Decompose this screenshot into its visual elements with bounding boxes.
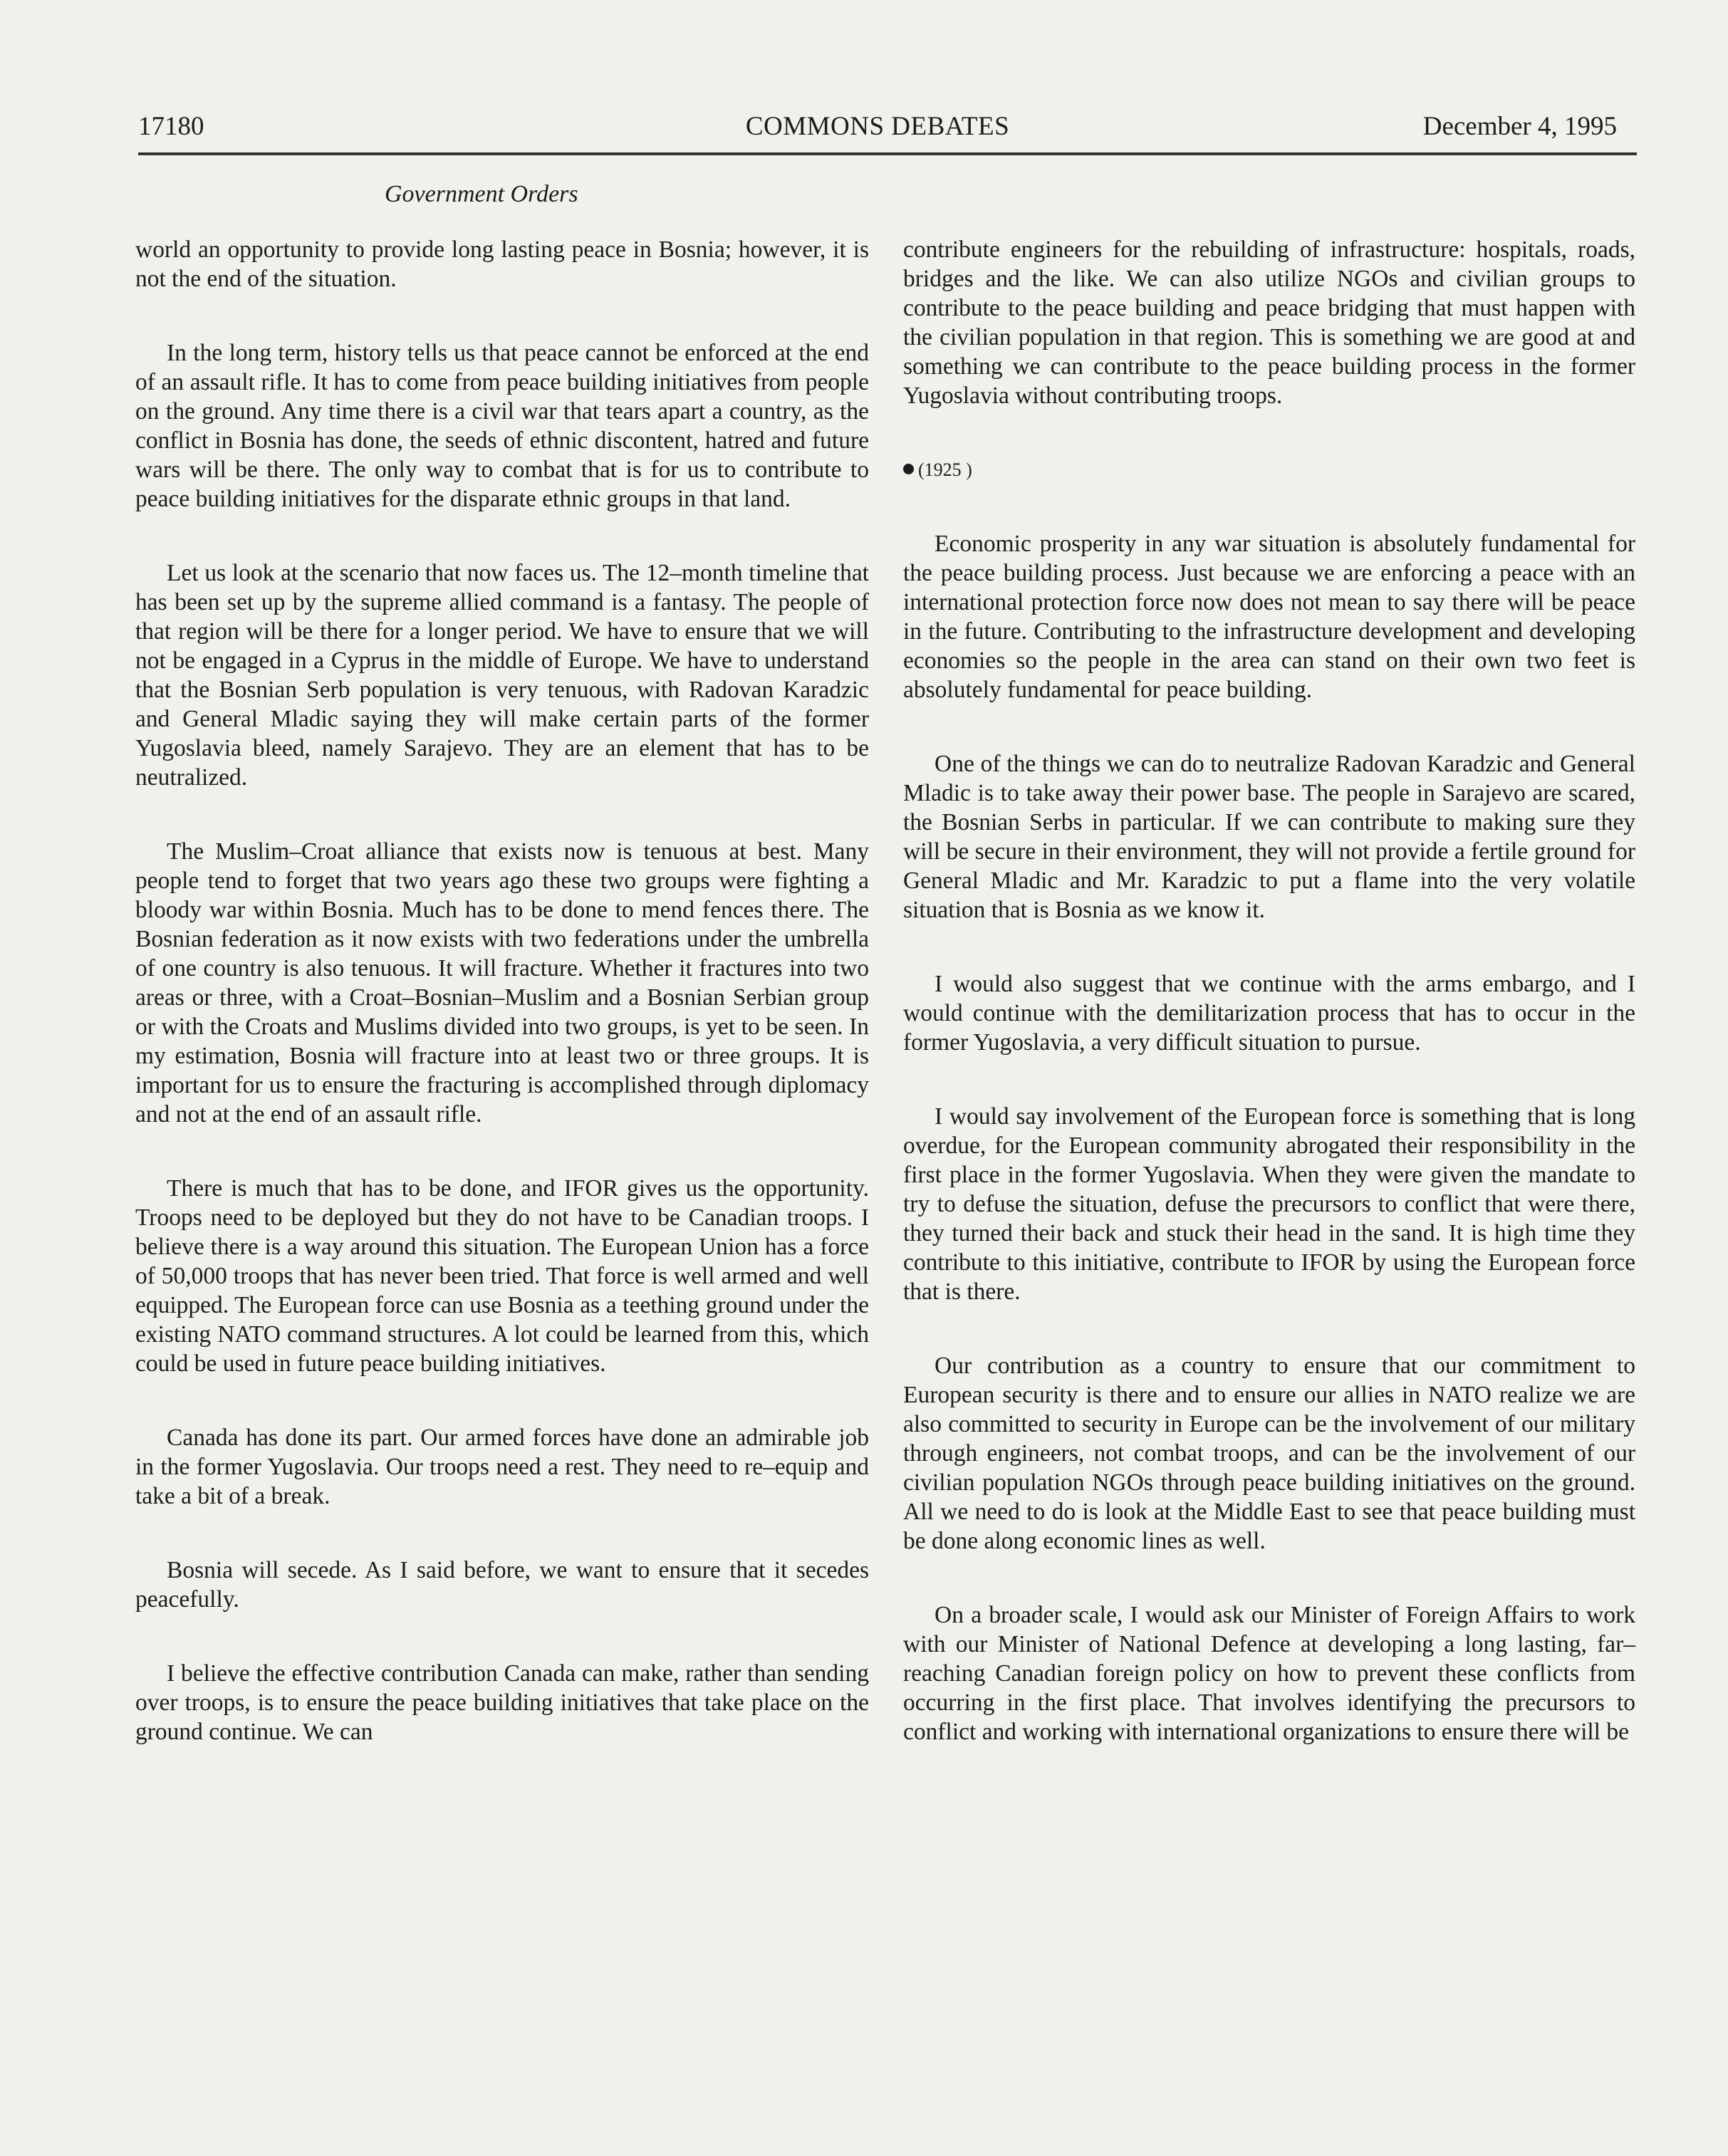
section-title: Government Orders bbox=[385, 181, 578, 207]
publication-date: December 4, 1995 bbox=[1422, 112, 1617, 141]
paragraph: Let us look at the scenario that now faces us. The 12–month timeline that has been set up by the supreme allied command is a fantasy. The people of that region will be there for a longer period. We have to ensure that we will not be engaged in a Cyprus in the middle of Europe. We have to understand that the Bosnian Serb population is very tenuous, with Radovan Karadzic and General Mladic saying they will make certain parts of the former Yugoslavia bleed, namely Sarajevo. They are an element that has to be neutralized. bbox=[135, 560, 869, 791]
paragraph: world an opportunity to provide long lasting peace in Bosnia; however, it is not the end of the situation. bbox=[135, 236, 869, 292]
paragraph: Canada has done its part. Our armed forces have done an admirable job in the former Yugoslavia. Our troops need a rest. They need to re–equip and take a bit of a break. bbox=[135, 1425, 869, 1509]
paragraph: The Muslim–Croat alliance that exists now is tenuous at best. Many people tend to forget that two years ago these two groups were fighting a bloody war within Bosnia. Much has to be done to mend fences there. The Bosnian federation as it now exists with two federations under the umbrella of one country is also tenuous. It will fracture. Whether it fractures into two areas or three, with a Croat–Bosnian–Muslim and a Bosnian Serbian group or with the Croats and Muslims divided into two groups, is yet to be seen. In my estimation, Bosnia will fracture into at least two or three groups. It is important for us to ensure the fracturing is accomplished through diplomacy and not at the end of an assault rifle. bbox=[135, 838, 869, 1128]
bullet-icon bbox=[903, 464, 914, 474]
paragraph: One of the things we can do to neutralize Radovan Karadzic and General Mladic is to take away their power base. The people in Sarajevo are scared, the Bosnian Serbs in particular. If we can contribute to making sure they will be secure in their environment, they will not provide a fertile ground for General Mladic and Mr. Karadzic to put a flame into the very volatile situation that is Bosnia as we know it. bbox=[903, 751, 1635, 923]
page-header bbox=[138, 111, 1617, 151]
paragraph: On a broader scale, I would ask our Minister of Foreign Affairs to work with our Minister of National Defence at developing a long lasting, far–reaching Canadian foreign policy on how to prevent these conflicts from occurring in the first place. That involves identifying the precursors to conflict and working with international organizations to ensure there will be bbox=[903, 1602, 1635, 1745]
paragraph: I would also suggest that we continue with the arms embargo, and I would continue with the demilitarization process that has to occur in the former Yugoslavia, a very difficult situation to pursue. bbox=[903, 971, 1635, 1056]
paragraph: Our contribution as a country to ensure that our commitment to European security is there and to ensure our allies in NATO realize we are also committed to security in Europe can be the involvement of our military through engineers, not combat troops, and can be the involvement of our civilian population NGOs through peace building initiatives on the ground. All we need to do is look at the Middle East to see that peace building must be done along economic lines as well. bbox=[903, 1353, 1635, 1554]
right-column bbox=[903, 235, 1635, 1791]
paragraph: Economic prosperity in any war situation is absolutely fundamental for the peace building process. Just because we are enforcing a peace with an international protection force now does not mean to say there will be peace in the future. Contributing to the infrastructure development and developing economies so the people in the area can stand on their own two feet is absolutely fundamental for peace building. bbox=[903, 531, 1635, 703]
time-marker-label: (1925 ) bbox=[918, 459, 972, 480]
publication-title: COMMONS DEBATES bbox=[745, 112, 1010, 141]
paragraph: There is much that has to be done, and IFOR gives us the opportunity. Troops need to be deployed but they do not have to be Canadian troops. I believe there is a way around this situation. The European Union has a force of 50,000 troops that has never been tried. That force is well armed and well equipped. The European force can use Bosnia as a teething ground under the existing NATO command structures. A lot could be learned from this, which could be used in future peace building initiatives. bbox=[135, 1175, 869, 1377]
left-column bbox=[135, 235, 869, 1791]
paragraph: I believe the effective contribution Canada can make, rather than sending over troops, is to ensure the peace building initiatives that take place on the ground continue. We can bbox=[135, 1660, 869, 1745]
paragraph: In the long term, history tells us that peace cannot be enforced at the end of an assault rifle. It has to come from peace building initiatives from people on the ground. Any time there is a civil war that tears apart a country, as the conflict in Bosnia has done, the seeds of ethnic discontent, hatred and future wars will be there. The only way to combat that is for us to contribute to peace building initiatives for the disparate ethnic groups in that land. bbox=[135, 340, 869, 512]
header-rule bbox=[138, 152, 1637, 155]
paragraph: contribute engineers for the rebuilding of infrastructure: hospitals, roads, bridges and the like. We can also utilize NGOs and civilian groups to contribute to the peace building and peace bridging that must happen with the civilian population in that region. This is something we are good at and something we can contribute to the peace building process in the former Yugoslavia without contributing troops. bbox=[903, 236, 1635, 409]
time-marker bbox=[903, 455, 1635, 484]
page-number: 17180 bbox=[138, 112, 204, 141]
paragraph: I would say involvement of the European force is something that is long overdue, for the European community abrogated their responsibility in the first place in the former Yugoslavia. When they were given the mandate to try to defuse the situation, defuse the precursors to conflict that were there, they turned their back and stuck their head in the sand. It is high time they contribute to this initiative, contribute to IFOR by using the European force that is there. bbox=[903, 1103, 1635, 1305]
paragraph: Bosnia will secede. As I said before, we want to ensure that it secedes peacefully. bbox=[135, 1557, 869, 1613]
